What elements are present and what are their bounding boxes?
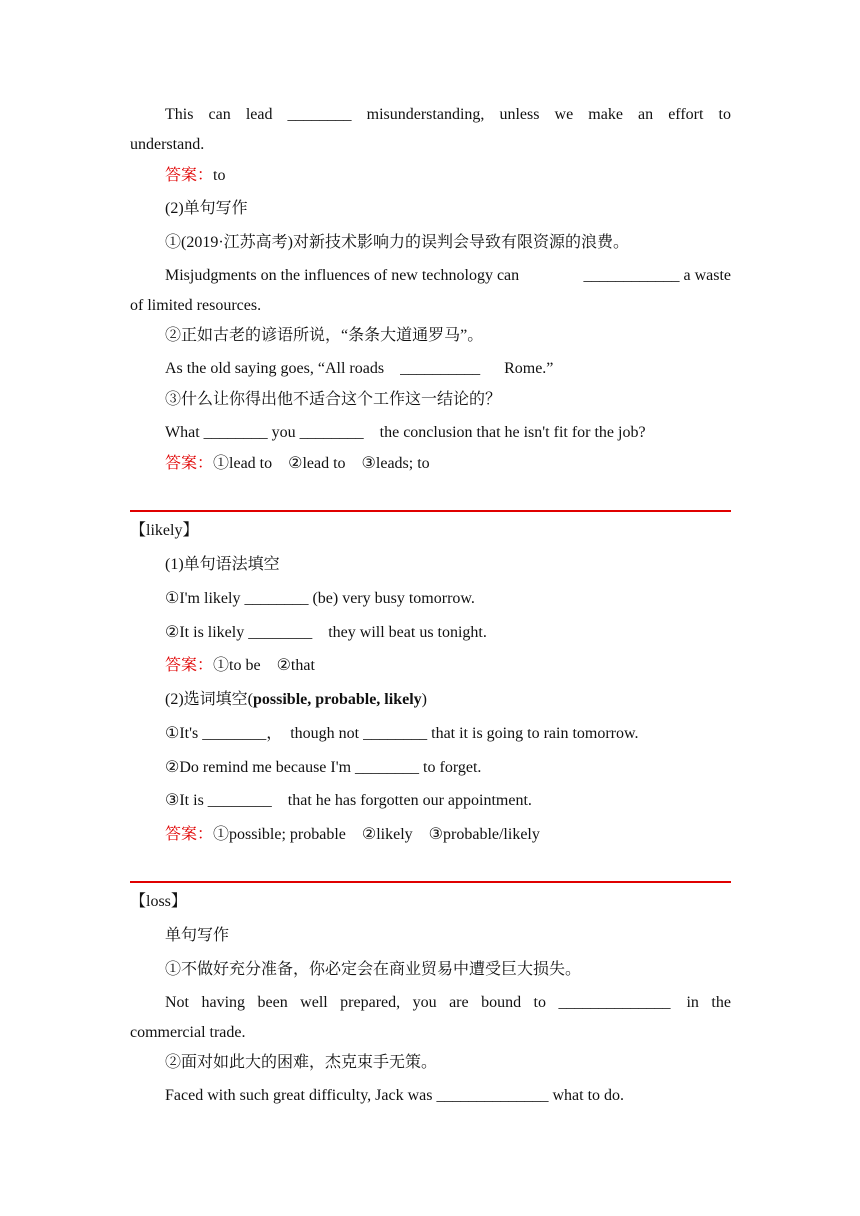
section-divider xyxy=(130,881,731,883)
word: can xyxy=(208,106,231,123)
word: having xyxy=(201,994,246,1011)
answer-line xyxy=(165,454,430,474)
answer-label: 答案： xyxy=(165,657,214,674)
section-title: 【loss】 xyxy=(130,893,187,910)
answer-label: 答案： xyxy=(165,826,214,843)
question-english xyxy=(165,266,731,286)
word: prepared, xyxy=(340,994,401,1011)
answer-text: ①to be ②that xyxy=(213,657,315,674)
word: to xyxy=(718,106,731,123)
word: unless xyxy=(499,106,540,123)
question-continuation: commercial trade. xyxy=(130,1024,246,1041)
question-continuation: of limited resources. xyxy=(130,297,262,314)
word: ________ xyxy=(287,106,352,123)
heading-suffix: ) xyxy=(421,691,427,708)
word: misunderstanding, xyxy=(366,106,485,123)
section-divider xyxy=(130,510,731,512)
question-part: ____________ a waste xyxy=(583,267,731,284)
word: the xyxy=(711,994,731,1011)
question-line xyxy=(165,105,731,125)
question-chinese: ①(2019·江苏高考)对新技术影响力的误判会导致有限资源的浪费。 xyxy=(165,234,629,251)
section-title: 【likely】 xyxy=(130,522,199,539)
heading-prefix: (2)选词填空( xyxy=(165,691,253,708)
answer-line xyxy=(165,825,540,845)
answer-label: 答案： xyxy=(165,167,214,184)
answer-label: 答案： xyxy=(165,455,214,472)
word: you xyxy=(412,994,437,1011)
question-chinese: ②正如古老的谚语所说，“条条大道通罗马”。 xyxy=(165,327,484,344)
question-part: Misjudgments on the influences of new technology can xyxy=(165,267,520,284)
question-english: ②Do remind me because I'm ________ to forget. xyxy=(165,759,482,776)
word: well xyxy=(300,994,328,1011)
question-english xyxy=(165,993,731,1013)
section-heading: (1)单句语法填空 xyxy=(165,556,280,573)
word: we xyxy=(554,106,574,123)
question-english: Faced with such great difficulty, Jack was ______________ what to do. xyxy=(165,1087,625,1104)
answer-line xyxy=(165,656,315,676)
question-english: ③It is ________ that he has forgotten our appointment. xyxy=(165,792,532,809)
answer-text: ①lead to ②lead to ③leads; to xyxy=(213,455,430,472)
question-english: As the old saying goes, “All roads __________ Rome.” xyxy=(165,360,554,377)
word: an xyxy=(638,106,654,123)
answer-text: to xyxy=(213,167,226,184)
question-chinese: ③什么让你得出他不适合这个工作这一结论的？ xyxy=(165,391,502,408)
word: bound xyxy=(481,994,522,1011)
question-english: ①It's ________， though not ________ that it is going to rain tomorrow. xyxy=(165,725,639,742)
answer-line xyxy=(165,166,225,186)
section-heading xyxy=(165,690,427,710)
word: make xyxy=(588,106,623,123)
word: been xyxy=(257,994,288,1011)
question-chinese: ②面对如此大的困难，杰克束手无策。 xyxy=(165,1054,438,1071)
question-english: ②It is likely ________ they will beat us tonight. xyxy=(165,624,487,641)
word: are xyxy=(449,994,469,1011)
word: effort xyxy=(668,106,704,123)
question-continuation: understand. xyxy=(130,136,205,153)
word: Not xyxy=(165,994,189,1011)
word: to xyxy=(533,994,546,1011)
word: lead xyxy=(245,106,273,123)
section-heading: 单句写作 xyxy=(165,927,230,944)
question-chinese: ①不做好充分准备，你必定会在商业贸易中遭受巨大损失。 xyxy=(165,961,582,978)
section-heading: (2)单句写作 xyxy=(165,200,248,217)
word: ______________ in xyxy=(558,994,699,1011)
question-english: ①I'm likely ________ (be) very busy tomorrow. xyxy=(165,590,475,607)
answer-text: ①possible; probable ②likely ③probable/likely xyxy=(213,826,540,843)
question-english: What ________ you ________ the conclusion that he isn't fit for the job? xyxy=(165,424,646,441)
heading-word-list: possible, probable, likely xyxy=(253,691,422,708)
word: This xyxy=(165,106,194,123)
